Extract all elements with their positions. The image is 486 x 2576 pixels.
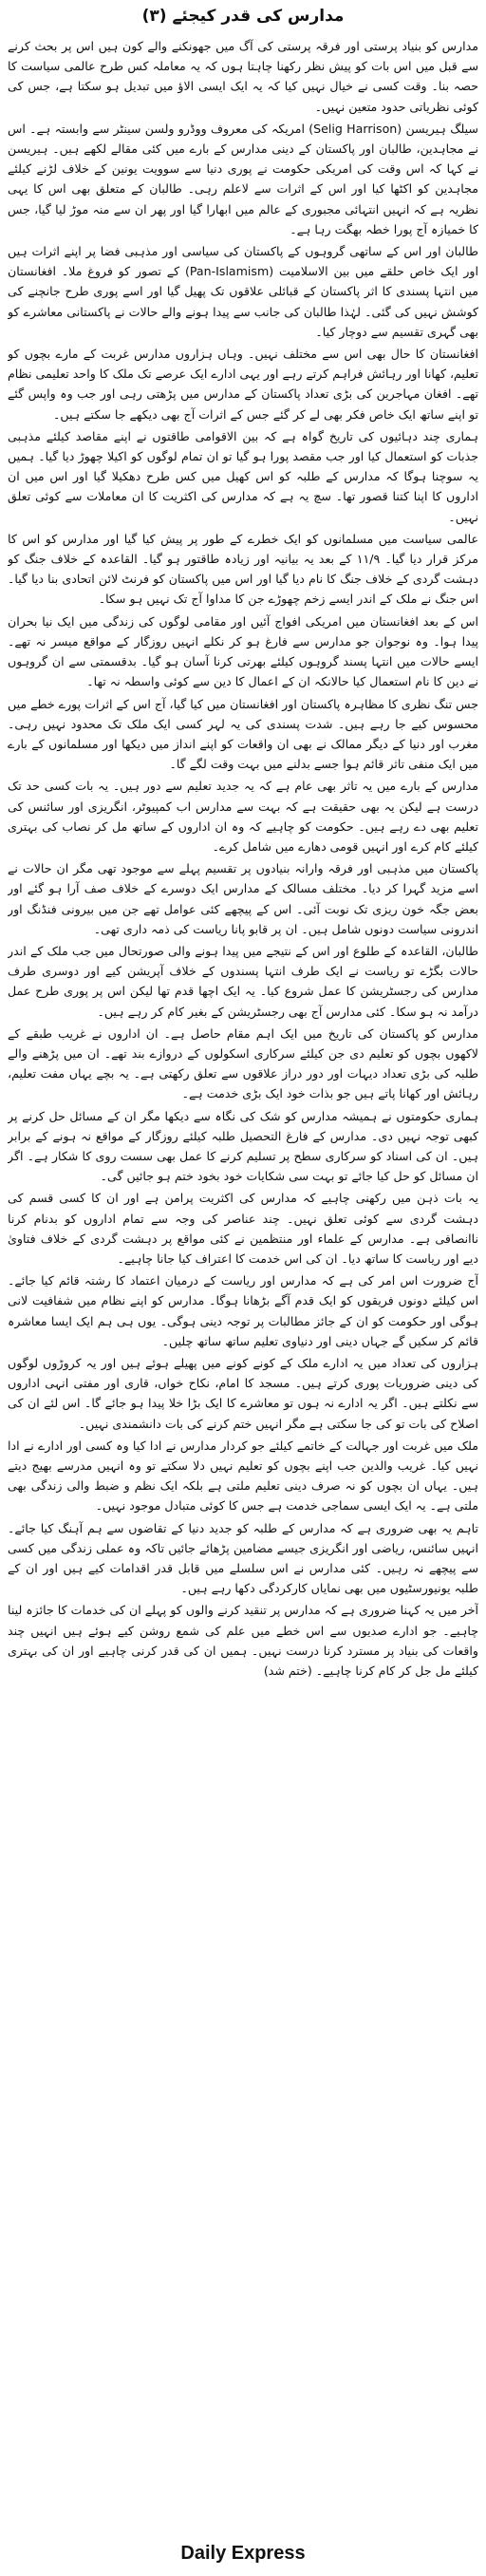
article-paragraph: ہزاروں کی تعداد میں یہ ادارے ملک کے کونے کونے میں پھیلے ہوئے ہیں اور یہ کروڑوں لوگوں کی دینی ضروریات پوری کرتے ہیں۔ مسجد کا امام، نکاح خواں، قاری اور مفتی انہی اداروں سے نکلتے ہیں۔ اگر یہ ادارے نہ ہوں تو معاشرے کا ایک بڑا خلا پیدا ہو جائے گا۔ اس لئے ان کی اصلاح کی بات تو کی جا سکتی ہے مگر انہیں ختم کرنے کی بات دانشمندی نہیں۔ xyxy=(8,1356,478,1431)
article-paragraph: مدارس کو بنیاد پرستی اور فرقہ پرستی کی آگ میں جھونکنے والے کون ہیں اس پر بحث کرنے سے قبل میں اس بات کو پیش نظر رکھنا چاہتا ہوں کہ یہ معاملہ کس طرح عالمی سیاست کا حصہ بنا۔ وقت کسی نے خیال نہیں کیا کہ یہ ایک ایسی الاؤ میں تبدیل ہو سکتا ہے، جس کی کوئی نظریاتی حدود متعین نہیں۔ xyxy=(8,39,478,114)
article-paragraph: طالبان، القاعدہ کے طلوع اور اس کے نتیجے میں پیدا ہونے والی صورتحال میں جب ملک کے اندر حالات بگڑے تو ریاست نے ایک طرف انتہا پسندوں کے خلاف آپریشن کیے اور دوسری طرف مدارس کی رجسٹریشن کا عمل شروع کیا۔ یہ ایک اچھا قدم تھا لیکن اس پر پوری طرح عمل درآمد نہ ہو سکا۔ کئی مدارس آج بھی رجسٹریشن کے بغیر کام کر رہے ہیں۔ xyxy=(8,943,478,1019)
source-credit: Daily Express xyxy=(180,2543,306,2564)
article-paragraph: یہ بات ذہن میں رکھنی چاہیے کہ مدارس کی اکثریت پرامن ہے اور ان کا کسی قسم کی دہشت گردی سے کوئی تعلق نہیں۔ چند عناصر کی وجہ سے تمام اداروں کو بدنام کرنا ناانصافی ہے۔ مدارس کے علماء اور منتظمین نے کئی مواقع پر دہشت گردی کے خلاف فتاویٰ دیے اور ریاست کا ساتھ دیا۔ ان کی اس خدمت کا اعتراف کیا جانا چاہیے۔ xyxy=(8,1191,478,1266)
article-paragraph: تاہم یہ بھی ضروری ہے کہ مدارس کے طلبہ کو جدید دنیا کے تقاضوں سے ہم آہنگ کیا جائے۔ انہیں سائنس، ریاضی اور انگریزی جیسے مضامین پڑھائے جائیں تاکہ وہ عملی زندگی میں کسی سے پیچھے نہ رہیں۔ کئی مدارس نے اس سلسلے میں قابل قدر اقدامات کیے ہیں اور ان کے طلبہ یونیورسٹیوں میں بھی نمایاں کارکردگی دکھا رہے ہیں۔ xyxy=(8,1520,478,1596)
article-paragraph: سیلگ ہیریسن (Selig Harrison) امریکہ کی معروف ووڈرو ولسن سینٹر سے وابستہ ہے۔ اس نے مجاہدین، طالبان اور پاکستان کے دینی مدارس کے بارے میں کئی مقالے لکھے ہیں۔ ہیریسن نے کہا کہ اس وقت کی امریکی حکومت نے پوری دنیا سے سوویت یونین کے خلاف لڑنے کیلئے مجاہدین کو اکٹھا کیا اور اس کے اثرات سے لاعلم رہی۔ طالبان کے متعلق بھی اس کا یہی نظریہ ہے کہ انہیں انتہائی مجبوری کے عالم میں ابھارا گیا اور پھر ان سے منہ موڑ لیا گیا، جس کا خمیازہ آج پورا خطہ بھگت رہا ہے۔ xyxy=(8,121,478,236)
article-paragraph: طالبان اور اس کے ساتھی گروہوں کے پاکستان کی سیاسی اور مذہبی فضا پر اپنے اثرات ہیں اور ایک خاص حلقے میں بین الاسلامیت (Pan-Islamism) کے تصور کو فروغ ملا۔ افغانستان میں انتہا پسندی کا اثر پاکستان کے قبائلی علاقوں تک پھیل گیا اور اسے پوری طرح جانچنے کی کوشش نہیں کی گئی۔ لہٰذا طالبان کی جانب سے پیدا ہونے والے حالات نے پاکستانی معاشرے کو بھی گہری تقسیم سے دوچار کیا۔ xyxy=(8,244,478,339)
article-paragraph: مدارس کے بارے میں یہ تاثر بھی عام ہے کہ یہ جدید تعلیم سے دور ہیں۔ یہ بات کسی حد تک درست ہے لیکن یہ بھی حقیقت ہے کہ بہت سے مدارس اب کمپیوٹر، انگریزی اور سائنس کی تعلیم بھی دے رہے ہیں۔ حکومت کو چاہیے کہ وہ ان اداروں کے ساتھ مل کر نصاب کی بہتری کیلئے کام کرے اور انہیں قومی دھارے میں شامل کرے۔ xyxy=(8,779,478,854)
article-paragraph: اس کے بعد افغانستان میں امریکی افواج آئیں اور مقامی لوگوں کی زندگی میں ایک نیا بحران پیدا ہوا۔ وہ نوجوان جو مدارس سے فارغ ہو کر نکلے انہیں روزگار کے مواقع میسر نہ تھے۔ ایسے حالات میں انتہا پسند گروہوں کیلئے بھرتی کرنا آسان ہو گیا۔ بدقسمتی سے ان گروہوں نے دین کا نام استعمال کیا حالانکہ ان کے اعمال کا دین سے کوئی واسطہ نہ تھا۔ xyxy=(8,613,478,689)
article-paragraph: افغانستان کا حال بھی اس سے مختلف نہیں۔ وہاں ہزاروں مدارس غربت کے مارے بچوں کو تعلیم، کھانا اور رہائش فراہم کرتے رہے اور یہی ادارے ایک عرصے تک ملک کا واحد تعلیمی نظام تھے۔ افغان مہاجرین کی بڑی تعداد پاکستان کے مدارس میں پڑھتی رہی اور جب وہ واپس گئے تو اپنے ساتھ ایک خاص فکر بھی لے کر گئے جس کے اثرات آج بھی دیکھے جا سکتے ہیں۔ xyxy=(8,347,478,422)
article-paragraph: جس تنگ نظری کا مظاہرہ پاکستان اور افغانستان میں کیا گیا، آج اس کے اثرات پورے خطے میں محسوس کیے جا رہے ہیں۔ شدت پسندی کی یہ لہر کسی ایک ملک تک محدود نہیں رہی۔ مغرب اور دنیا کے دیگر ممالک نے بھی ان واقعات کو اپنے انداز میں دیکھا اور مسلمانوں کے بارے میں ایک منفی تاثر قائم ہوا جسے بدلنے میں بہت وقت لگے گا۔ xyxy=(8,696,478,772)
article-headline: مدارس کی قدر کیجئے (۳) xyxy=(141,7,345,26)
article-paragraph: آخر میں یہ کہنا ضروری ہے کہ مدارس پر تنقید کرنے والوں کو پہلے ان کی خدمات کا جائزہ لینا چاہیے۔ جو ادارے صدیوں سے اس خطے میں علم کی شمع روشن کیے ہوئے ہیں انہیں چند واقعات کی بنیاد پر مسترد کرنا درست نہیں۔ ہمیں ان کی قدر کرنی چاہیے اور ان کی بہتری کیلئے مل جل کر کام کرنا چاہیے۔ (ختم شد) xyxy=(8,1603,478,1679)
article-paragraph: پاکستان میں مذہبی اور فرقہ وارانہ بنیادوں پر تقسیم پہلے سے موجود تھی مگر ان حالات نے اسے مزید گہرا کر دیا۔ مختلف مسالک کے مدارس ایک دوسرے کے خلاف صف آرا ہو گئے اور بعض جگہ خون ریزی تک نوبت آئی۔ اس کے پیچھے کئی عوامل تھے جن میں بیرونی فنڈنگ اور اندرونی سیاست دونوں شامل ہیں۔ ان پر قابو پانا ریاست کی ذمہ داری تھی۔ xyxy=(8,861,478,936)
article-paragraph: ہماری حکومتوں نے ہمیشہ مدارس کو شک کی نگاہ سے دیکھا مگر ان کے مسائل حل کرنے پر کبھی توجہ نہیں دی۔ مدارس کے فارغ التحصیل طلبہ کیلئے روزگار کے مواقع نہ ہونے کے برابر ہیں۔ ان کی اسناد کو سرکاری سطح پر تسلیم کرنے کا عمل بھی سست روی کا شکار ہے۔ اگر ان مسائل کو حل کیا جائے تو بہت سی شکایات خود بخود ختم ہو جائیں گی۔ xyxy=(8,1108,478,1184)
article-paragraph: مدارس کو پاکستان کی تاریخ میں ایک اہم مقام حاصل ہے۔ ان اداروں نے غریب طبقے کے لاکھوں بچوں کو تعلیم دی جن کیلئے سرکاری اسکولوں کے دروازے بند تھے۔ ان میں پڑھنے والے طلبہ کی بڑی تعداد دیہات اور دور دراز علاقوں سے تعلق رکھتی ہے۔ یہ بچے یہاں مفت تعلیم، رہائش اور کھانا پاتے ہیں جو بذات خود ایک بڑی خدمت ہے۔ xyxy=(8,1025,478,1101)
article-paragraph: عالمی سیاست میں مسلمانوں کو ایک خطرے کے طور پر پیش کیا گیا اور مدارس کو اس کا مرکز قرار دیا گیا۔ ۱۱/۹ کے بعد یہ بیانیہ اور زیادہ طاقتور ہو گیا۔ القاعدہ کے خلاف جنگ کو دہشت گردی کے خلاف جنگ کا نام دیا گیا اور اس میں پاکستان کو فرنٹ لائن اتحادی بنا دیا گیا۔ اس جنگ نے ملک کے اندر ایسے زخم چھوڑے جن کا مداوا آج تک نہیں ہو سکا۔ xyxy=(8,531,478,607)
article-paragraph: ہماری چند دہائیوں کی تاریخ گواہ ہے کہ بین الاقوامی طاقتوں نے اپنے مقاصد کیلئے مذہبی جذبات کو استعمال کیا اور جب مقصد پورا ہو گیا تو ان تمام لوگوں کو اکیلا چھوڑ دیا گیا۔ ہمیں یہ سوچنا ہوگا کہ مدارس کے طلبہ کو اس کھیل میں کس طرح دھکیلا گیا اور اس میں ان اداروں کا اپنا کتنا قصور تھا۔ سچ یہ ہے کہ مدارس کی اکثریت کا ان معاملات سے کوئی تعلق نہیں۔ xyxy=(8,428,478,524)
article-body xyxy=(8,36,478,2524)
article-paragraph: ملک میں غربت اور جہالت کے خاتمے کیلئے جو کردار مدارس نے ادا کیا وہ کسی اور ادارے نے ادا نہیں کیا۔ غریب والدین جب اپنے بچوں کو تعلیم نہیں دلا سکتے تو وہ انہیں مدرسے بھیج دیتے ہیں۔ یہاں ان بچوں کو نہ صرف دینی تعلیم ملتی ہے بلکہ ایک نظم و ضبط والی زندگی بھی ملتی ہے۔ یہ ایک ایسی سماجی خدمت ہے جس کا کوئی متبادل موجود نہیں۔ xyxy=(8,1438,478,1514)
article-paragraph: آج ضرورت اس امر کی ہے کہ مدارس اور ریاست کے درمیان اعتماد کا رشتہ قائم کیا جائے۔ اس کیلئے دونوں فریقوں کو ایک قدم آگے بڑھانا ہوگا۔ مدارس کو اپنے نظام میں شفافیت لانی ہوگی اور حکومت کو ان کے جائز مطالبات پر توجہ دینی ہوگی۔ یوں ہی ہم ایک ایسا معاشرہ قائم کر سکیں گے جہاں دینی اور دنیاوی تعلیم ساتھ ساتھ چلیں۔ xyxy=(8,1273,478,1348)
